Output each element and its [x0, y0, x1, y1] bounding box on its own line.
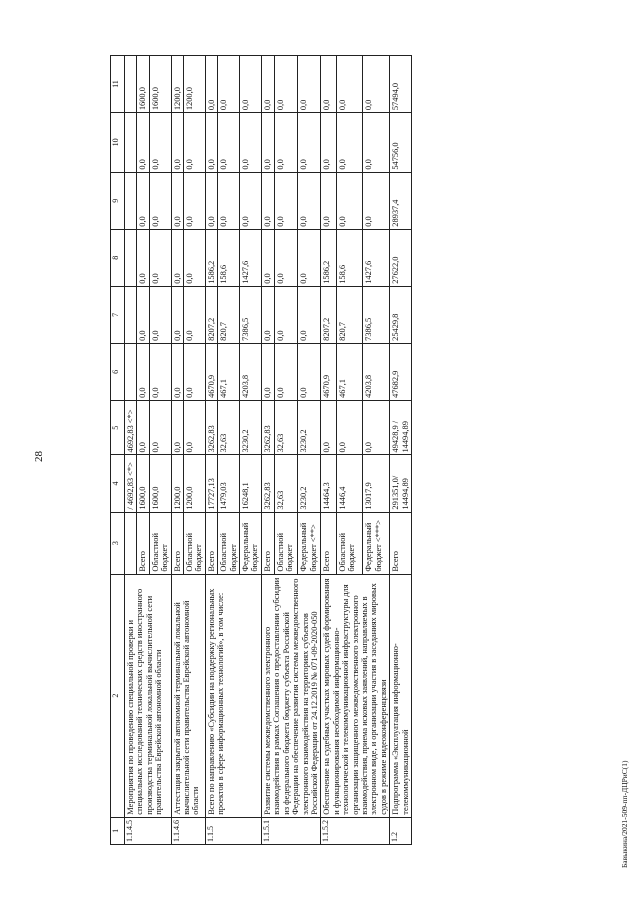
amount-cell: 0,0 — [321, 56, 336, 113]
amount-cell: 0,0 — [205, 113, 217, 173]
column-header: 10 — [111, 113, 125, 173]
amount-cell: 0,0 — [171, 172, 183, 229]
footer-doc-id: Бавыкина/2021-509-пп-ДЦРиС(1) — [620, 760, 629, 868]
amount-cell: 1200,0 — [184, 455, 206, 512]
table-row — [321, 56, 336, 845]
amount-cell: 0,0 — [149, 286, 171, 343]
amount-cell: 0,0 — [149, 172, 171, 229]
amount-cell: 0,0 — [171, 400, 183, 455]
amount-cell: 7386,5 — [363, 286, 390, 343]
amount-cell: 0,0 — [261, 56, 274, 113]
amount-cell: 0,0 — [363, 400, 390, 455]
amount-cell: 0,0 — [336, 400, 363, 455]
amount-cell — [125, 113, 137, 173]
amount-cell — [125, 343, 137, 400]
amount-cell: 0,0 — [218, 56, 240, 113]
amount-cell: 1600,0 — [137, 56, 149, 113]
row-name: Всего по направлению «Субсидии на поддержку региональных проектов в сфере информационных технологий», в том числе: — [205, 574, 261, 817]
row-code: 1.1.4.6 — [171, 817, 205, 844]
amount-cell: 0,0 — [336, 172, 363, 229]
row-name: Развитие системы межведомственного электронного взаимодействия в рамках Соглашения о предоставлении субсидии из федерального бюджета бюджету субъекта Российской Федерации на обеспечение развития системы межведомственного электронного взаимодействия на территориях субъектов Российской Федерации от 24.12.2019 № 071-09-2020-050 — [261, 574, 320, 817]
amount-cell — [125, 172, 137, 229]
column-header: 8 — [111, 229, 125, 286]
table-row — [261, 56, 274, 845]
amount-cell: 0,0 — [137, 400, 149, 455]
funding-source: Всего — [321, 512, 336, 574]
amount-cell: 0,0 — [275, 56, 298, 113]
amount-cell: 0,0 — [336, 113, 363, 173]
budget-table-rotated — [110, 55, 412, 845]
amount-cell: 3230,2 — [298, 400, 321, 455]
amount-cell: 32,63 — [275, 455, 298, 512]
column-header: 5 — [111, 400, 125, 455]
amount-cell: 28937,4 — [390, 172, 412, 229]
amount-cell: 0,0 — [240, 56, 262, 113]
amount-cell: 3230,2 — [298, 455, 321, 512]
page-number: 28 — [33, 451, 45, 462]
amount-cell: 3262,83 — [261, 455, 274, 512]
funding-source: Федеральный бюджет — [240, 512, 262, 574]
amount-cell: 17727,13 — [205, 455, 217, 512]
amount-cell: 0,0 — [184, 172, 206, 229]
amount-cell: 0,0 — [336, 56, 363, 113]
amount-cell: 0,0 — [184, 229, 206, 286]
column-header: 1 — [111, 817, 125, 844]
amount-cell: 0,0 — [137, 172, 149, 229]
amount-cell: 8207,2 — [321, 286, 336, 343]
amount-cell: 0,0 — [363, 172, 390, 229]
amount-cell: 1200,0 — [171, 455, 183, 512]
table-row — [125, 56, 137, 845]
amount-cell: 291351,0/ 14494,89 — [390, 455, 412, 512]
amount-cell: 0,0 — [275, 113, 298, 173]
amount-cell: 54756,0 — [390, 113, 412, 173]
amount-cell: 0,0 — [137, 343, 149, 400]
column-header: 3 — [111, 512, 125, 574]
amount-cell: 8207,2 — [205, 286, 217, 343]
amount-cell — [125, 229, 137, 286]
amount-cell: 0,0 — [149, 400, 171, 455]
amount-cell: 4670,9 — [321, 343, 336, 400]
funding-source: Областной бюджет — [336, 512, 363, 574]
row-code: 1.1.4.5 — [125, 817, 172, 844]
amount-cell: 0,0 — [261, 286, 274, 343]
amount-cell: 1600,0 — [137, 455, 149, 512]
amount-cell: 0,0 — [275, 172, 298, 229]
amount-cell: 0,0 — [275, 343, 298, 400]
amount-cell: 1586,2 — [205, 229, 217, 286]
amount-cell: 1479,03 — [218, 455, 240, 512]
amount-cell: 0,0 — [321, 172, 336, 229]
amount-cell: 0,0 — [149, 229, 171, 286]
row-name: Аттестация закрытой автономной терминальной локальной вычислительной сети правительства Еврейской автономной области — [171, 574, 205, 817]
amount-cell: 4203,8 — [363, 343, 390, 400]
amount-cell: 32,63 — [218, 400, 240, 455]
funding-source: Всего — [390, 512, 412, 574]
amount-cell: 0,0 — [184, 286, 206, 343]
funding-source: Областной бюджет — [149, 512, 171, 574]
amount-cell: 32,63 — [275, 400, 298, 455]
amount-cell: 820,7 — [336, 286, 363, 343]
amount-cell: 467,1 — [336, 343, 363, 400]
amount-cell: 16248,1 — [240, 455, 262, 512]
amount-cell: 3262,83 — [261, 400, 274, 455]
row-name: Обеспечение на судебных участках мировых судей формирования и функционирования необходимой информационно-технологической и телекоммуникационной инфраструктуры для организации защищенного межведомственного электронного взаимодействия, приема исковых заявлений, направляемых в электронном виде, и организации участия в заседаниях мировых судов в режиме видеоконференцсвязи — [321, 574, 390, 817]
amount-cell — [125, 286, 137, 343]
amount-cell: 0,0 — [205, 172, 217, 229]
amount-cell: 1446,4 — [336, 455, 363, 512]
amount-cell: 1200,0 — [184, 56, 206, 113]
row-name: Мероприятия по проведению специальной проверки и специальных исследований технических средств иностранного производства терминальной локальной вычислительной сети правительства Еврейской автономной области — [125, 574, 172, 817]
amount-cell — [125, 56, 137, 113]
row-name: Подпрограмма «Эксплуатация информационно-телекоммуникационной — [390, 574, 412, 817]
row-code: 1.1.5 — [205, 817, 261, 844]
funding-source: Областной бюджет — [218, 512, 240, 574]
amount-cell: 0,0 — [298, 172, 321, 229]
amount-cell: 0,0 — [149, 113, 171, 173]
table-row — [390, 56, 412, 845]
amount-cell: 3262,83 — [205, 400, 217, 455]
amount-cell: 158,6 — [218, 229, 240, 286]
amount-cell: 1600,0 — [149, 455, 171, 512]
amount-cell: 1427,6 — [240, 229, 262, 286]
amount-cell: 0,0 — [298, 286, 321, 343]
amount-cell: 158,6 — [336, 229, 363, 286]
amount-cell: 47682,9 — [390, 343, 412, 400]
amount-cell: / 4692,83 <*> — [125, 455, 137, 512]
row-code: 1.2 — [390, 817, 412, 844]
amount-cell: 0,0 — [171, 113, 183, 173]
amount-cell: 0,0 — [184, 113, 206, 173]
table-body — [125, 56, 412, 845]
funding-source: Всего — [137, 512, 149, 574]
amount-cell: 820,7 — [218, 286, 240, 343]
amount-cell: 0,0 — [240, 113, 262, 173]
amount-cell: 0,0 — [261, 343, 274, 400]
amount-cell: 0,0 — [137, 286, 149, 343]
amount-cell: 3230,2 — [240, 400, 262, 455]
amount-cell: 0,0 — [275, 286, 298, 343]
amount-cell: 0,0 — [298, 113, 321, 173]
amount-cell: 0,0 — [184, 400, 206, 455]
amount-cell: 1586,2 — [321, 229, 336, 286]
funding-source: Областной бюджет — [275, 512, 298, 574]
amount-cell: 0,0 — [240, 172, 262, 229]
amount-cell: 14464,3 — [321, 455, 336, 512]
amount-cell: 0,0 — [137, 113, 149, 173]
amount-cell: 57494,0 — [390, 56, 412, 113]
funding-source: Всего — [205, 512, 217, 574]
amount-cell: 4692,83 <*> — [125, 400, 137, 455]
amount-cell: 0,0 — [184, 343, 206, 400]
amount-cell: 467,1 — [218, 343, 240, 400]
table-header-row — [111, 56, 125, 845]
column-header: 7 — [111, 286, 125, 343]
amount-cell: 0,0 — [261, 229, 274, 286]
funding-source: Всего — [171, 512, 183, 574]
amount-cell: 0,0 — [261, 172, 274, 229]
amount-cell: 0,0 — [218, 172, 240, 229]
amount-cell: 0,0 — [298, 343, 321, 400]
amount-cell: 0,0 — [261, 113, 274, 173]
column-header: 4 — [111, 455, 125, 512]
amount-cell: 27622,0 — [390, 229, 412, 286]
amount-cell: 0,0 — [363, 113, 390, 173]
amount-cell: 0,0 — [218, 113, 240, 173]
column-header: 11 — [111, 56, 125, 113]
table-row — [171, 56, 183, 845]
funding-source: Областной бюджет — [184, 512, 206, 574]
amount-cell: 1600,0 — [149, 56, 171, 113]
row-code: 1.1.5.2 — [321, 817, 390, 844]
row-code: 1.1.5.1 — [261, 817, 320, 844]
amount-cell: 0,0 — [205, 56, 217, 113]
column-header: 9 — [111, 172, 125, 229]
amount-cell: 0,0 — [171, 229, 183, 286]
amount-cell: 0,0 — [137, 229, 149, 286]
amount-cell: 0,0 — [275, 229, 298, 286]
amount-cell: 4203,8 — [240, 343, 262, 400]
amount-cell: 0,0 — [363, 56, 390, 113]
budget-table — [110, 55, 412, 845]
amount-cell: 0,0 — [171, 343, 183, 400]
funding-source — [125, 512, 137, 574]
funding-source: Всего — [261, 512, 274, 574]
amount-cell: 13017,9 — [363, 455, 390, 512]
table-row — [205, 56, 217, 845]
column-header: 6 — [111, 343, 125, 400]
funding-source: Федеральный бюджет <***> — [363, 512, 390, 574]
amount-cell: 25429,8 — [390, 286, 412, 343]
column-header: 2 — [111, 574, 125, 817]
amount-cell: 0,0 — [171, 286, 183, 343]
amount-cell: 0,0 — [149, 343, 171, 400]
amount-cell: 0,0 — [321, 113, 336, 173]
amount-cell: 0,0 — [298, 229, 321, 286]
amount-cell: 1427,6 — [363, 229, 390, 286]
amount-cell: 1200,0 — [171, 56, 183, 113]
amount-cell: 0,0 — [321, 400, 336, 455]
amount-cell: 0,0 — [298, 56, 321, 113]
amount-cell: 7386,5 — [240, 286, 262, 343]
amount-cell: 4670,9 — [205, 343, 217, 400]
amount-cell: 49428,9 / 14494,89 — [390, 400, 412, 455]
funding-source: Федеральный бюджет <**> — [298, 512, 321, 574]
